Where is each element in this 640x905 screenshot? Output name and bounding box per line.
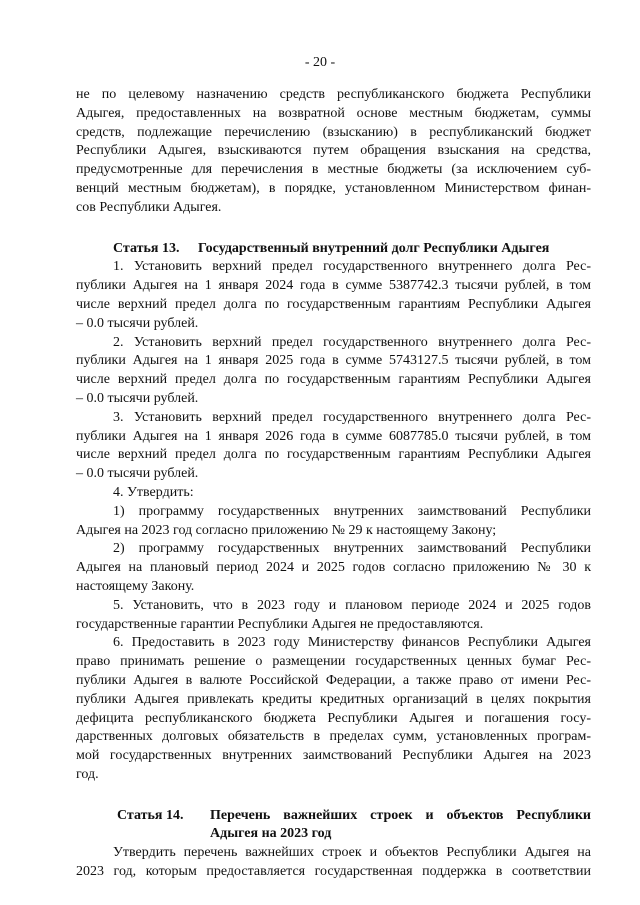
article-title: Государственный внутренний долг Республики Адыгея xyxy=(198,240,550,256)
text-line: предусмотренные для перечисления в местные бюджеты (за исключением суб- xyxy=(76,162,591,178)
article-13-item-6: 6. Предоставить в 2023 году Министерству финансов Республики Адыгея право принимать решение о размещении государственных ценных бумаг Рес- публики Адыгея в валюте Российской Федерации, а также право от имени Рес- публики Адыгея привлекать кредиты кредитных организаций в целях покрытия дефицита республиканского бюджета Республики Адыгея и погашения госу- дарственных долговых обязательств в пределах сумм, установленных програм- мой государственных внутренних заимствований Республики Адыгея на 2023 год. xyxy=(76,635,591,782)
article-13-item-2: 2. Установить верхний предел государственного внутреннего долга Рес- публики Адыгея на 1 января 2025 года в сумме 5743127.5 тысячи рублей, в том числе верхний предел долга по государственным гарантиям Республики Адыгея – 0.0 тысячи рублей. xyxy=(76,334,591,406)
article-13-heading xyxy=(76,240,591,259)
document-body xyxy=(76,86,591,882)
intro-paragraph xyxy=(76,86,591,218)
article-number: Статья 14. xyxy=(117,807,184,823)
article-13-item-4: 4. Утвердить: xyxy=(113,484,194,500)
text-line: средств, подлежащие перечислению (взысканию) в республиканский бюджет xyxy=(76,124,591,140)
article-13-item-1: 1. Установить верхний предел государственного внутреннего долга Рес- публики Адыгея на 1 января 2024 года в сумме 5387742.3 тысячи рублей, в том числе верхний предел долга по государственным гарантиям Республики Адыгея – 0.0 тысячи рублей. xyxy=(76,259,591,331)
text-line: Адыгея, предоставленных на возвратной основе местным бюджетам, суммы xyxy=(76,105,591,121)
text-line: венций местным бюджетам), в порядке, установленном Министерством финан- xyxy=(76,180,591,196)
text-line: Республики Адыгея, взыскиваются путем обращения взыскания на средства, xyxy=(76,143,591,159)
article-13-item-4-2: 2) программу государственных внутренних заимствований Республики Адыгея на плановый период 2024 и 2025 годов согласно приложению № 30 к настоящему Закону. xyxy=(76,541,591,594)
text-line: не по целевому назначению средств республиканского бюджета Республики xyxy=(76,87,591,102)
article-13-item-5: 5. Установить, что в 2023 году и плановом периоде 2024 и 2025 годов государственные гарантии Республики Адыгея не предоставляются. xyxy=(76,597,591,632)
page-number: - 20 - xyxy=(304,55,336,70)
article-13-item-3: 3. Установить верхний предел государственного внутреннего долга Рес- публики Адыгея на 1 января 2026 года в сумме 6087785.0 тысячи рублей, в том числе верхний предел долга по государственным гарантиям Республики Адыгея – 0.0 тысячи рублей. xyxy=(76,409,591,482)
text-line: сов Республики Адыгея. xyxy=(76,199,222,215)
article-title: Перечень важнейших строек и объектов Республики Адыгея на 2023 год xyxy=(210,807,591,842)
article-13-item-4-1: 1) программу государственных внутренних заимствований Республики Адыгея на 2023 год согласно приложению № 29 к настоящему Закону; xyxy=(76,503,591,538)
article-14-heading xyxy=(76,807,591,845)
article-number: Статья 13. xyxy=(113,240,180,256)
article-14-body: Утвердить перечень важнейших строек и объектов Республики Адыгея на 2023 год, которым предоставляется государственная поддержка в соответствии xyxy=(76,845,591,880)
